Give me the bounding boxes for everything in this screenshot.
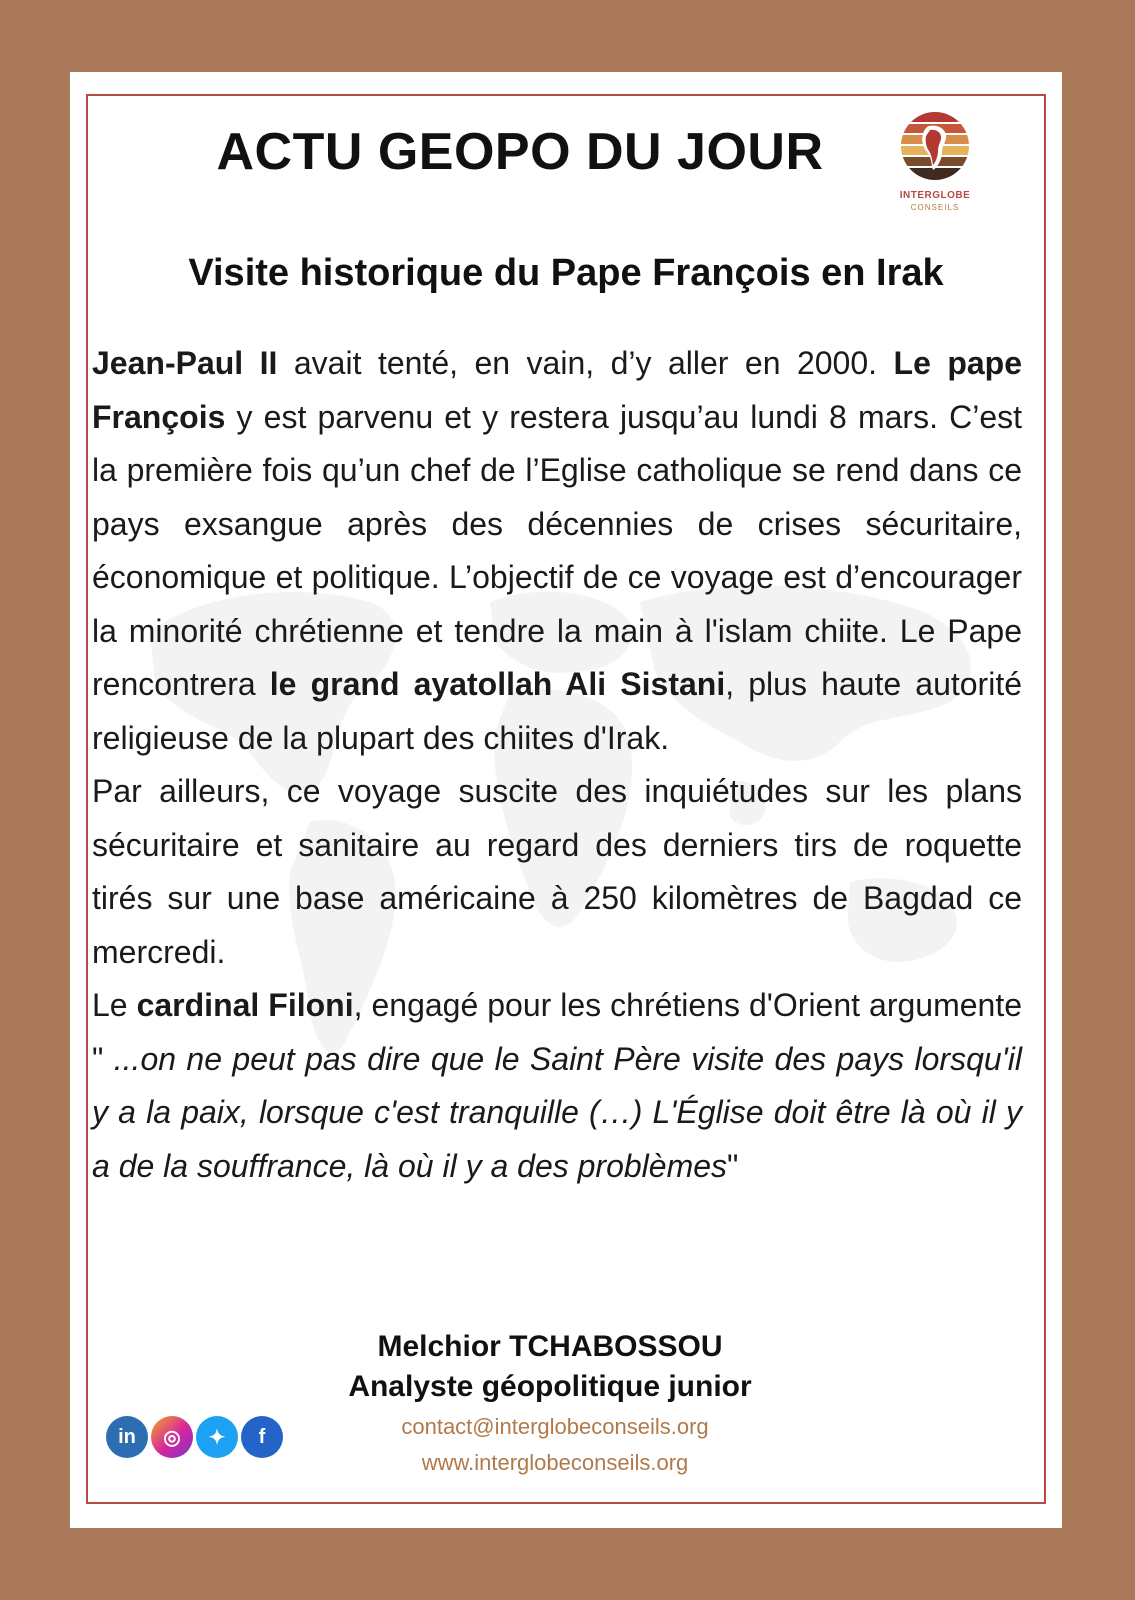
facebook-icon[interactable]: f (241, 1416, 283, 1458)
quote-text: ...on ne peut pas dire que le Saint Père visite des pays lorsqu'il y a la paix, lorsque c'est tranquille (…) L'Église doit être là où il y a de la souffrance, là où il y a des problèmes (92, 1040, 1023, 1184)
logo-wordmark: INTERGLOBE (899, 190, 971, 201)
article-paragraph (92, 765, 1022, 979)
author-name: Melchior TCHABOSSOU (377, 1330, 723, 1363)
article-paragraph (92, 979, 1022, 1193)
globe-logo-icon (899, 110, 971, 182)
body-text-span: Le (92, 987, 137, 1023)
instagram-icon[interactable]: ◎ (151, 1416, 193, 1458)
body-text-span: " (727, 1147, 739, 1184)
bold-text: Le pape François (92, 345, 1023, 435)
body-text-span: Par ailleurs, ce voyage suscite des inquiétudes sur les plans sécuritaire et sanitaire au regard des derniers tirs de roquette tirés sur une base américaine à 250 kilomètres de Bagdad ce mercredi. (92, 773, 1022, 970)
bold-text: cardinal Filoni (136, 987, 354, 1023)
linkedin-icon[interactable]: in (106, 1416, 148, 1458)
page-title: ACTU GEOPO DU JOUR (216, 123, 824, 181)
logo-tagline: CONSEILS (910, 203, 960, 212)
website-link[interactable]: www.interglobeconseils.org (421, 1450, 689, 1475)
social-icons (106, 1416, 283, 1460)
body-text-span: avait tenté, en vain, d’y aller en 2000. (277, 345, 894, 381)
interglobe-logo (880, 110, 990, 230)
bold-text: le grand ayatollah Ali Sistani (269, 666, 726, 702)
article-title: Visite historique du Pape François en Irak (188, 252, 944, 294)
flyer-sheet (70, 72, 1062, 1528)
article-paragraph (92, 337, 1022, 765)
body-text-span: , plus haute autorité religieuse de la plupart des chiites d'Irak. (92, 666, 1023, 756)
contact-email-link[interactable]: contact@interglobeconseils.org (401, 1414, 709, 1439)
body-text-span: y est parvenu et y restera jusqu’au lundi 8 mars. C’est la première fois qu’un chef de l’Eglise catholique se rend dans ce pays exsangue après des décennies de crises sécuritaire, économique et politique. L’objectif de ce voyage est d’encourager la minorité chrétienne et tendre la main à l'islam chiite. Le Pape rencontrera (92, 398, 1022, 702)
twitter-icon[interactable]: ✦ (196, 1416, 238, 1458)
bold-text: Jean-Paul II (92, 345, 278, 381)
author-role: Analyste géopolitique junior (348, 1370, 752, 1403)
article-body (92, 337, 1022, 1193)
body-text-span: , engagé pour les chrétiens d'Orient argumente " (92, 987, 1022, 1077)
